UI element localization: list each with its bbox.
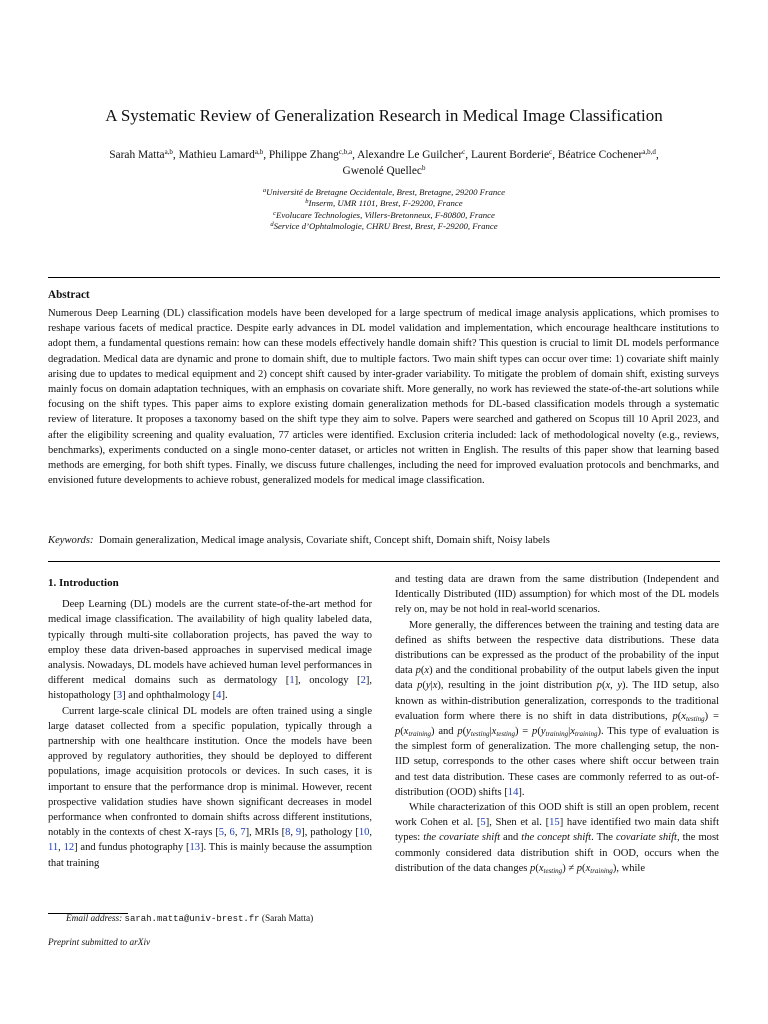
citation-link[interactable]: 7: [240, 827, 246, 839]
author-affiliation-mark: c: [462, 148, 466, 156]
footnote-label: Email address:: [66, 914, 123, 924]
author: Alexandre Le Guilcher: [357, 149, 463, 161]
citation-link[interactable]: 2: [360, 675, 366, 687]
author: Mathieu Lamard: [178, 149, 255, 161]
keywords: [48, 535, 719, 546]
citation-link[interactable]: 5: [218, 827, 225, 839]
paragraph: More generally, the differences between the training and testing data are defined as shifts between the respective data distributions. These data distributions can be expressed as the product of the probability of the input data p(x) and the conditional probability of the output labels given the input data p(y|x), resulting in the joint distribution p(x, y). The IID setup, also known as within-distribution generalization, corresponds to the traditional evaluation form where there is no shift in data distributions, $p(x_{testing}) = p(x_{training})$ and $p(y_{testing}|x_{testing}) = p(y_{training}|x_{training})$. This type of evaluation is the simplest form of generalization. The more challenging setup, the non-IID setup, corresponds to the other cases where shift occur between train and test data distribution. These cases are commonly referred to as out-of-distribution (OOD) shifts [14].: [395, 619, 720, 798]
paragraph: and testing data are drawn from the same distribution (Independent and Identically Distributed (IID) assumption) for which most of the DL models rely on, may be not hold in real-world scenarios.: [395, 574, 719, 616]
affiliation-list: [0, 187, 768, 232]
section-heading: 1. Introduction: [48, 577, 119, 589]
author: Gwenolé Quellec: [342, 164, 422, 177]
affiliation: $^d$Service d’Ophtalmologie, CHRU Brest, Brest, F-29200, France: [270, 220, 498, 231]
author: Philippe Zhang: [268, 149, 339, 161]
author-affiliation-mark: c: [549, 148, 553, 156]
divider-top: [48, 277, 720, 278]
citation-link[interactable]: 6: [229, 827, 235, 839]
affiliation: $^a$Université de Bretagne Occidentale, Brest, Bretagne, 29200 France: [262, 187, 506, 197]
citation-link[interactable]: 13: [189, 842, 201, 854]
keywords-label: Keywords:: [48, 535, 94, 546]
footnote: [66, 914, 313, 924]
citation-link[interactable]: 3: [116, 690, 123, 702]
author-email-link[interactable]: sarah.matta@univ-brest.fr: [124, 914, 260, 924]
citation-link[interactable]: 8: [285, 827, 291, 839]
author-affiliation-mark: a,b,d: [642, 148, 656, 156]
footnote-name: (Sarah Matta): [261, 914, 314, 924]
citation-link[interactable]: 11: [48, 842, 59, 854]
citation-link[interactable]: 14: [507, 786, 519, 798]
author-affiliation-mark: a,b: [254, 148, 264, 156]
paper-title: A Systematic Review of Generalization Research in Medical Image Classification: [105, 106, 663, 125]
citation-link[interactable]: 10: [358, 827, 370, 839]
citation-link[interactable]: 4: [216, 690, 222, 702]
citation-link[interactable]: 12: [63, 842, 75, 854]
affiliation: $^b$Inserm, UMR 1101, Brest, F-29200, France: [305, 198, 463, 209]
divider-bottom: [48, 561, 720, 562]
affiliation: $^c$Evolucare Technologies, Villers-Bretonneux, F-80800, France: [273, 209, 495, 220]
abstract-heading: Abstract: [48, 289, 90, 301]
author: Sarah Matta: [109, 149, 165, 161]
author-affiliation-mark: a,b: [164, 148, 173, 156]
citation-link[interactable]: 5: [480, 817, 486, 829]
citation-link[interactable]: 1: [289, 675, 295, 687]
author-affiliation-mark: b: [421, 163, 426, 172]
keywords-text: Domain generalization, Medical image analysis, Covariate shift, Concept shift, Domain shift, Noisy labels: [98, 535, 550, 546]
preprint-note: Preprint submitted to arXiv: [48, 938, 151, 948]
paragraph: While characterization of this OOD shift is still an open problem, recent work Cohen et al. [5], Shen et al. [15] have identified two main data shift types: the covariate shift and the concept shift. The covariate shift, the most commonly considered data distribution shift in OOD, occurs when the distribution of the data changes $p(x_{testing}) \ne p(x_{training})$, while: [395, 802, 720, 875]
left-column: [48, 576, 372, 871]
author-affiliation-mark: c,b,a: [338, 148, 353, 156]
abstract-text: Numerous Deep Learning (DL) classification models have been developed for a large spectrum of medical image analysis applications, which promises to reshape various facets of medical practice. Despite early advances in DL model validation and implementation, which encourage healthcare institutions to adopt them, a fundamental questions remain: how can these models effectively handle domain shift? This question is crucial to limit DL models performance degradation. Medical data are dynamic and prone to domain shift, due to multiple factors. Two main shift types can occur over time: 1) covariate shift mainly arising due to updates to medical equipment and 2) concept shift caused by inter-grader variability. To mitigate the problem of domain shift, existing surveys mainly focus on domain adaptation techniques, with an emphasis on covariate shift. More generally, no work has reviewed the state-of-the-art solutions while focusing on the shift types. This paper aims to explore existing domain generalization methods for DL-based classification models through a systematic review of literature. It proposes a taxonomy based on the shift type they aim to solve. Papers were searched and gathered on Scopus till 10 April 2023, and after the eligibility screening and quality evaluation, 77 articles were identified. Exclusion criteria included: lack of methodological novelty (e.g., reviews, benchmarks), experiments conducted on a single mono-center dataset, or articles not written in English. The results of this paper show that learning based methods are emerging, for both shift types. Finally, we discuss future challenges, including the need for improved evaluation protocols and benchmarks, and envisioned future developments to achieve robust, generalized models for medical image classification.: [48, 308, 719, 487]
author: Laurent Borderie: [470, 149, 550, 161]
author: Béatrice Cochener: [557, 149, 643, 161]
paragraph: Deep Learning (DL) models are the current state-of-the-art method for medical image classification. The availability of high quality labeled data, typically through multi-site collaboration projects, has paved the way to employ these data driven-based approaches in supervised medical image analysis. Nowadays, DL models have achieved human level performances in different medical domains such as dermatology [1], oncology [2], histopathology [3] and ophthalmology [4].: [48, 599, 373, 702]
citation-link[interactable]: 15: [549, 817, 560, 829]
citation-link[interactable]: 9: [295, 827, 302, 839]
paragraph: Current large-scale clinical DL models are often trained using a single large dataset collected from a specific population, typically through a partnership with one healthcare institution. Once the models have been approved by regulatory authorities, they should be deployed to different populations, image acquisition protocols or devices. In such cases, it is important to ensure that the performance drop is minimal. However, recent prospective validation studies have shown significant decreases in model performance when confronted to domain shifts across different institutions, notably in the contexts of chest X-rays [5, 6, 7], MRIs [8, 9], pathology [10, 11, 12] and fundus photography [13]. This is mainly because the assumption that training: [48, 705, 373, 869]
right-column: [395, 576, 719, 876]
author-list: Sarah Matta$^{a,b}$, Mathieu Lamard$^{a,b}$, Philippe Zhang$^{c,b,a}$, Alexandre Le Guilcher$^c$, Laurent Borderie$^c$, Béatrice Cochener$^{a,b,d}$, Gwenolé Quellec$^b$: [109, 148, 659, 177]
